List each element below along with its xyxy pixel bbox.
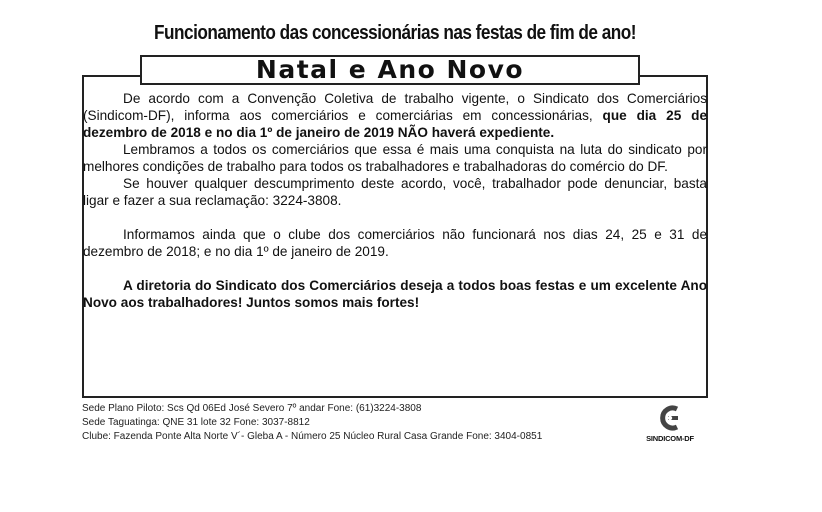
sindicom-logo-icon (653, 405, 687, 431)
headline: Funcionamento das concessionárias nas festas de fim de ano! (154, 22, 636, 44)
footer-line-taguatinga: Sede Taguatinga: QNE 31 lote 32 Fone: 3037-8812 (82, 417, 310, 428)
sindicom-logo (640, 405, 700, 445)
paragraph-1-bold: que dia 25 de dezembro de 2018 e no dia 1º de janeiro de 2019 NÃO haverá expediente. (83, 108, 708, 140)
paragraph-1 (83, 90, 707, 141)
notice-title: Natal e Ano Novo (140, 55, 640, 85)
footer-line-clube: Clube: Fazenda Ponte Alta Norte V´- Gleba A - Número 25 Núcleo Rural Casa Grande Fone: 3404-0851 (82, 431, 543, 442)
logo-name: SINDICOM-DF (646, 434, 694, 443)
paragraph-3: Se houver qualquer descumprimento deste acordo, você, trabalhador pode denunciar, basta ligar e fazer a sua reclamação: 3224-3808. (83, 176, 707, 208)
paragraph-2: Lembramos a todos os comerciários que essa é mais uma conquista na luta do sindicato por melhores condições de trabalho para todos os trabalhadores e trabalhadoras do comércio do DF. (83, 142, 707, 174)
notice-body (83, 90, 707, 311)
paragraph-4: Informamos ainda que o clube dos comerciários não funcionará nos dias 24, 25 e 31 de dezembro de 2018; e no dia 1º de janeiro de 2019. (83, 227, 707, 259)
footer-line-plano-piloto: Sede Plano Piloto: Scs Qd 06Ed José Severo 7º andar Fone: (61)3224-3808 (82, 403, 422, 414)
footer-addresses (82, 402, 642, 444)
paragraph-1-text: De acordo com a Convenção Coletiva de trabalho vigente, o Sindicato dos Comerciários (Sindicom-DF), informa aos comerciários e comerciárias em concessionárias, (83, 91, 707, 123)
paragraph-5: A diretoria do Sindicato dos Comerciários deseja a todos boas festas e um excelente Ano Novo aos trabalhadores! Juntos somos mais fortes! (83, 278, 707, 310)
